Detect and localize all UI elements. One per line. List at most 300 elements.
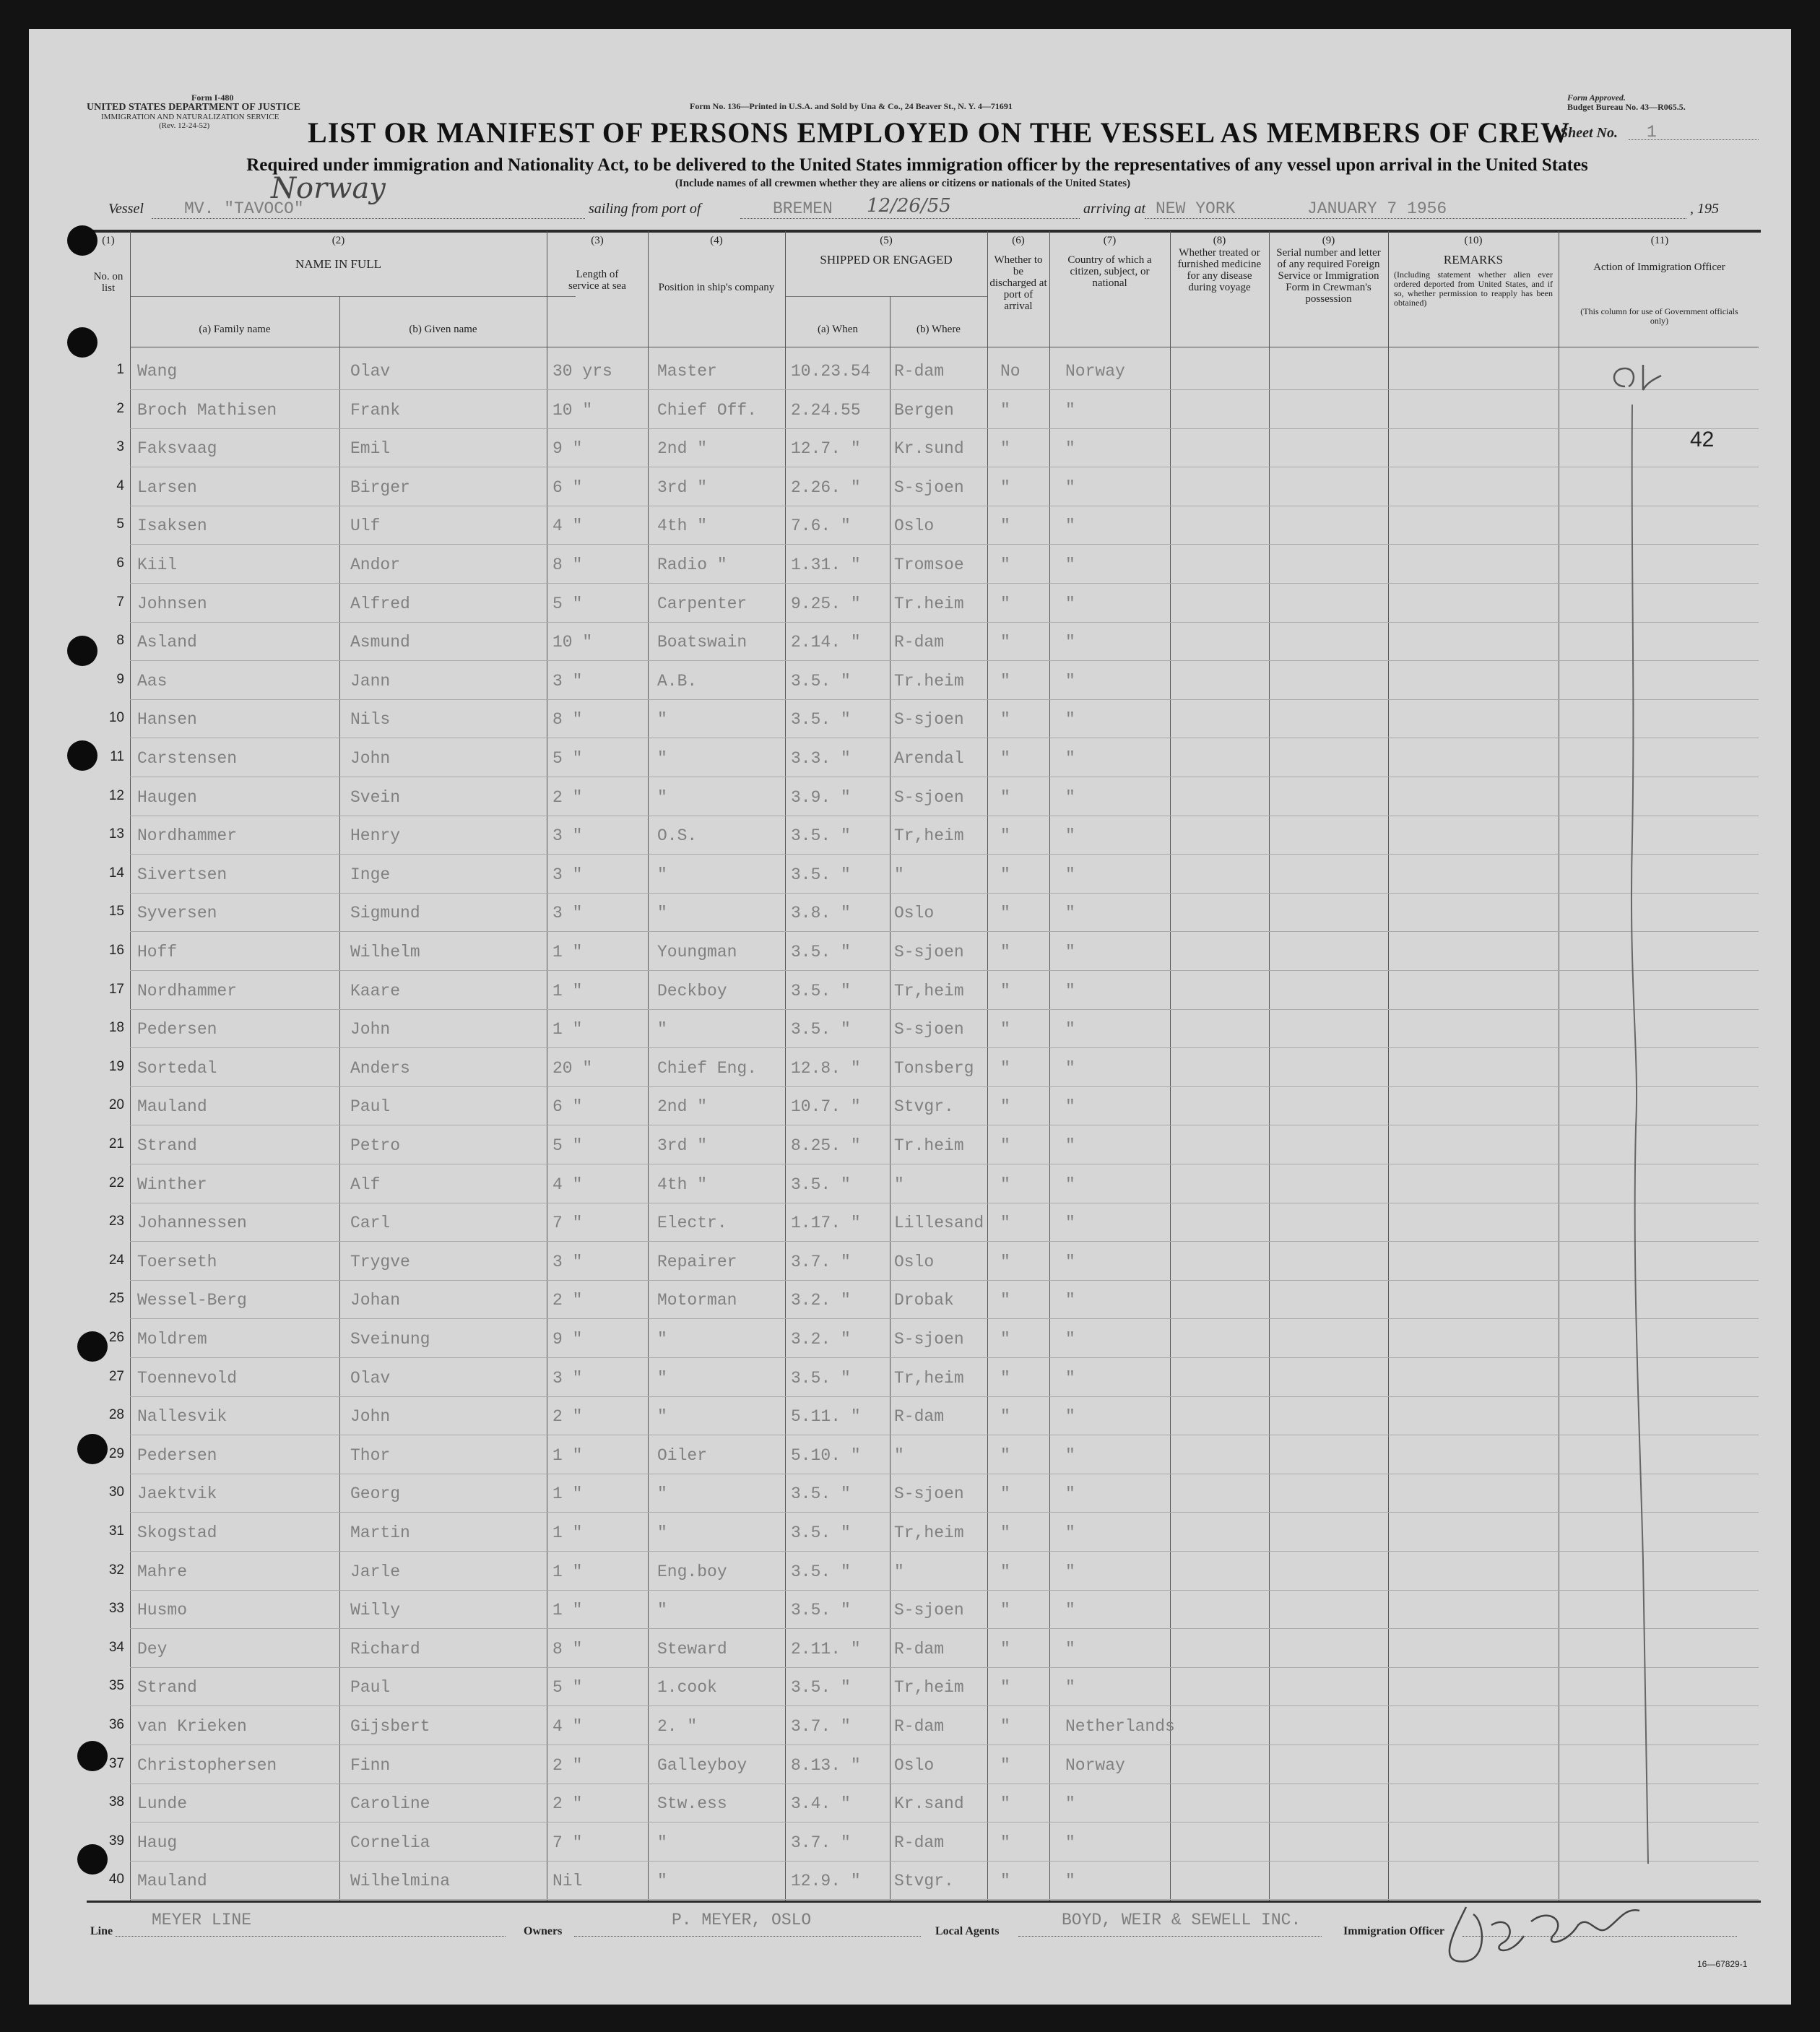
position-cell: Stw.ess: [657, 1794, 727, 1814]
discharge-cell: ": [1000, 594, 1010, 613]
row-number: 37: [108, 1755, 124, 1771]
row-number: 6: [116, 555, 124, 571]
family-name-cell: Carstensen: [137, 749, 238, 768]
length-of-service-cell: 1 ": [552, 1445, 583, 1465]
shipped-where-cell: Tr,heim: [894, 826, 964, 846]
family-name-cell: Jaektvik: [137, 1484, 217, 1504]
family-name-cell: Christophersen: [137, 1755, 277, 1775]
length-of-service-cell: 9 ": [552, 1330, 583, 1349]
shipped-where-cell: S-sjoen: [894, 710, 964, 730]
country-cell: ": [1065, 400, 1075, 420]
given-name-cell: Wilhelmina: [350, 1872, 451, 1891]
row-number: 16: [108, 943, 124, 958]
family-name-cell: Faksvaag: [137, 439, 217, 459]
position-cell: 1.cook: [657, 1678, 717, 1698]
table-row: [29, 1513, 1791, 1552]
discharge-cell: ": [1000, 1794, 1010, 1814]
family-name-cell: Nordhammer: [137, 826, 238, 846]
row-number: 26: [108, 1330, 124, 1345]
length-of-service-cell: 1 ": [552, 1562, 583, 1581]
table-row: [29, 1242, 1791, 1281]
length-of-service-cell: 1 ": [552, 981, 583, 1000]
officer-label: Immigration Officer: [1343, 1925, 1444, 1937]
shipped-when-cell: 3.5. ": [791, 865, 851, 884]
family-name-cell: Strand: [137, 1678, 197, 1698]
family-name-cell: van Krieken: [137, 1717, 247, 1736]
col-name-in-full: NAME IN FULL: [295, 257, 381, 271]
position-cell: ": [657, 749, 667, 768]
position-cell: ": [657, 787, 667, 807]
length-of-service-cell: 10 ": [552, 633, 593, 652]
family-name-cell: Asland: [137, 633, 197, 652]
binder-hole: [67, 636, 98, 666]
given-name-cell: Johan: [350, 1291, 401, 1310]
country-cell: ": [1065, 1330, 1075, 1349]
row-number: 40: [108, 1872, 124, 1888]
print-code: 16—67829-1: [1697, 1959, 1748, 1969]
row-number: 38: [108, 1794, 124, 1810]
given-name-cell: Trygve: [350, 1252, 410, 1271]
shipped-where-cell: S-sjoen: [894, 787, 964, 807]
length-of-service-cell: 5 ": [552, 594, 583, 613]
shipped-where-cell: Tonsberg: [894, 1058, 974, 1078]
discharge-cell: ": [1000, 1175, 1010, 1194]
agents-value: BOYD, WEIR & SEWELL INC.: [1062, 1911, 1301, 1929]
discharge-cell: ": [1000, 710, 1010, 730]
table-row: [29, 1164, 1791, 1203]
position-cell: Electr.: [657, 1214, 727, 1233]
position-cell: O.S.: [657, 826, 698, 846]
col-position: Position in ship's company: [658, 282, 775, 293]
given-name-cell: John: [350, 749, 391, 768]
shipped-when-cell: 5.10. ": [791, 1445, 861, 1465]
discharge-cell: ": [1000, 1678, 1010, 1698]
shipped-when-cell: 1.31. ": [791, 555, 861, 574]
position-cell: ": [657, 1833, 667, 1852]
family-name-cell: Pedersen: [137, 1020, 217, 1039]
country-cell: ": [1065, 1794, 1075, 1814]
length-of-service-cell: 3 ": [552, 671, 583, 691]
length-of-service-cell: 3 ": [552, 865, 583, 884]
position-cell: ": [657, 1484, 667, 1504]
shipped-where-cell: Tr,heim: [894, 1678, 964, 1698]
given-name-cell: Gijsbert: [350, 1717, 430, 1736]
col-remarks: REMARKS: [1443, 253, 1504, 267]
shipped-where-cell: Tr.heim: [894, 671, 964, 691]
shipped-when-cell: 1.17. ": [791, 1214, 861, 1233]
shipped-where-cell: Arendal: [894, 749, 964, 768]
country-cell: ": [1065, 943, 1075, 961]
family-name-cell: Mauland: [137, 1097, 207, 1117]
shipped-where-cell: S-sjoen: [894, 943, 964, 961]
family-name-cell: Sortedal: [137, 1058, 217, 1078]
row-number: 11: [110, 749, 124, 764]
given-name-cell: John: [350, 1020, 391, 1039]
discharge-cell: ": [1000, 1330, 1010, 1349]
shipped-when-cell: 2.26. ": [791, 477, 861, 497]
row-number: 3: [116, 439, 124, 455]
col-discharged: Whether to be discharged at port of arrival: [989, 254, 1047, 312]
table-row: [29, 699, 1791, 738]
given-name-cell: Jann: [350, 671, 391, 691]
country-cell: ": [1065, 1678, 1075, 1698]
shipped-when-cell: 3.5. ": [791, 1368, 851, 1388]
family-name-cell: Syversen: [137, 904, 217, 923]
sailing-date-handwritten: 12/26/55: [867, 195, 951, 217]
table-row: [29, 1125, 1791, 1164]
shipped-where-cell: ": [894, 865, 904, 884]
discharge-cell: ": [1000, 1601, 1010, 1620]
position-cell: Carpenter: [657, 594, 748, 613]
row-number: 14: [108, 865, 124, 881]
family-name-cell: Lunde: [137, 1794, 188, 1814]
length-of-service-cell: 6 ": [552, 1097, 583, 1117]
family-name-cell: Strand: [137, 1136, 197, 1155]
length-of-service-cell: 20 ": [552, 1058, 593, 1078]
table-row: [29, 1706, 1791, 1745]
shipped-where-cell: Lillesand: [894, 1214, 984, 1233]
col-treated: Whether treated or furnished medicine for any disease during voyage: [1177, 247, 1262, 293]
shipped-when-cell: 3.5. ": [791, 710, 851, 730]
binder-hole: [77, 1331, 108, 1362]
table-row: [29, 1629, 1791, 1668]
country-cell: ": [1065, 981, 1075, 1000]
shipped-when-cell: 3.5. ": [791, 1562, 851, 1581]
given-name-cell: Henry: [350, 826, 401, 846]
discharge-cell: ": [1000, 904, 1010, 923]
family-name-cell: Wessel-Berg: [137, 1291, 247, 1310]
officer-vertical-line: [1611, 405, 1668, 1871]
include-note: (Include names of all crewmen whether they are aliens or citizens or nationals of the United States): [675, 178, 1131, 189]
length-of-service-cell: 2 ": [552, 1291, 583, 1310]
shipped-when-cell: 3.7. ": [791, 1717, 851, 1736]
row-number: 29: [108, 1445, 124, 1461]
given-name-cell: Inge: [350, 865, 391, 884]
table-row: [29, 661, 1791, 700]
given-name-cell: Georg: [350, 1484, 401, 1504]
col-8-number: (8): [1213, 235, 1226, 246]
family-name-cell: Broch Mathisen: [137, 400, 277, 420]
officer-signature: [1423, 1893, 1661, 1972]
row-number: 35: [108, 1678, 124, 1694]
shipped-when-cell: 3.5. ": [791, 671, 851, 691]
shipped-where-cell: R-dam: [894, 1407, 945, 1427]
col-shipped-or-engaged: SHIPPED OR ENGAGED: [820, 253, 953, 267]
given-name-cell: Martin: [350, 1523, 410, 1542]
col-when: (a) When: [818, 324, 858, 335]
row-number: 31: [108, 1523, 124, 1539]
discharge-cell: ": [1000, 1097, 1010, 1117]
discharge-cell: ": [1000, 943, 1010, 961]
position-cell: Deckboy: [657, 981, 727, 1000]
shipped-when-cell: 3.5. ": [791, 1601, 851, 1620]
shipped-where-cell: Kr.sund: [894, 439, 964, 459]
position-cell: 3rd ": [657, 1136, 708, 1155]
length-of-service-cell: 5 ": [552, 749, 583, 768]
length-of-service-cell: 2 ": [552, 787, 583, 807]
position-cell: Motorman: [657, 1291, 737, 1310]
family-name-cell: Mauland: [137, 1872, 207, 1891]
family-name-cell: Nordhammer: [137, 981, 238, 1000]
vessel-name: MV. "TAVOCO": [184, 199, 304, 218]
shipped-when-cell: 3.9. ": [791, 787, 851, 807]
row-number: 18: [108, 1020, 124, 1036]
position-cell: 4th ": [657, 516, 708, 536]
shipped-where-cell: S-sjoen: [894, 1484, 964, 1504]
discharge-cell: ": [1000, 1252, 1010, 1271]
country-cell: ": [1065, 594, 1075, 613]
table-row: [29, 390, 1791, 429]
binder-hole: [67, 740, 98, 771]
position-cell: ": [657, 865, 667, 884]
given-name-cell: Olav: [350, 362, 391, 381]
discharge-cell: ": [1000, 1484, 1010, 1504]
table-row: [29, 855, 1791, 894]
given-name-cell: Petro: [350, 1136, 401, 1155]
country-cell: ": [1065, 787, 1075, 807]
shipped-where-cell: Tr.heim: [894, 594, 964, 613]
given-name-cell: Svein: [350, 787, 401, 807]
shipped-where-cell: ": [894, 1445, 904, 1465]
length-of-service-cell: 5 ": [552, 1678, 583, 1698]
discharge-cell: ": [1000, 1833, 1010, 1852]
shipped-where-cell: Drobak: [894, 1291, 954, 1310]
country-cell: ": [1065, 1639, 1075, 1659]
country-cell: ": [1065, 1407, 1075, 1427]
shipped-where-cell: Oslo: [894, 1755, 935, 1775]
position-cell: Chief Eng.: [657, 1058, 758, 1078]
shipped-where-cell: ": [894, 1562, 904, 1581]
country-cell: ": [1065, 710, 1075, 730]
position-cell: 2nd ": [657, 439, 708, 459]
col-officer-note: (This column for use of Government officials only): [1580, 306, 1738, 326]
shipped-where-cell: R-dam: [894, 1833, 945, 1852]
length-of-service-cell: 1 ": [552, 1020, 583, 1039]
length-of-service-cell: 30 yrs: [552, 362, 612, 381]
row-number: 34: [108, 1639, 124, 1655]
length-of-service-cell: 1 ": [552, 943, 583, 961]
discharge-cell: ": [1000, 1136, 1010, 1155]
length-of-service-cell: 1 ": [552, 1523, 583, 1542]
vessel-flag-handwritten: Norway: [271, 172, 386, 205]
position-cell: 4th ": [657, 1175, 708, 1194]
table-row: [29, 622, 1791, 661]
length-of-service-cell: 9 ": [552, 439, 583, 459]
given-name-cell: Thor: [350, 1445, 391, 1465]
given-name-cell: Olav: [350, 1368, 391, 1388]
table-row: [29, 1203, 1791, 1242]
shipped-when-cell: 3.7. ": [791, 1833, 851, 1852]
discharge-cell: ": [1000, 1058, 1010, 1078]
shipped-when-cell: 8.13. ": [791, 1755, 861, 1775]
shipped-where-cell: R-dam: [894, 362, 945, 381]
discharge-cell: No: [1000, 362, 1020, 381]
given-name-cell: Nils: [350, 710, 391, 730]
discharge-cell: ": [1000, 749, 1010, 768]
shipped-when-cell: 3.5. ": [791, 943, 851, 961]
shipped-where-cell: S-sjoen: [894, 1020, 964, 1039]
position-cell: 2nd ": [657, 1097, 708, 1117]
shipped-when-cell: 8.25. ": [791, 1136, 861, 1155]
position-cell: ": [657, 1523, 667, 1542]
shipped-where-cell: Tromsoe: [894, 555, 964, 574]
position-cell: ": [657, 904, 667, 923]
table-row: [29, 1319, 1791, 1358]
family-name-cell: Skogstad: [137, 1523, 217, 1542]
row-number: 27: [108, 1368, 124, 1384]
length-of-service-cell: 4 ": [552, 1717, 583, 1736]
given-name-cell: Kaare: [350, 981, 401, 1000]
given-name-cell: Caroline: [350, 1794, 430, 1814]
table-row: [29, 1784, 1791, 1823]
position-cell: ": [657, 1368, 667, 1388]
given-name-cell: Alfred: [350, 594, 410, 613]
given-name-cell: Frank: [350, 400, 401, 420]
family-name-cell: Nallesvik: [137, 1407, 228, 1427]
row-number: 22: [108, 1175, 124, 1190]
length-of-service-cell: 3 ": [552, 1368, 583, 1388]
given-name-cell: Sigmund: [350, 904, 420, 923]
country-cell: ": [1065, 1214, 1075, 1233]
given-name-cell: Paul: [350, 1097, 391, 1117]
row-number: 33: [108, 1601, 124, 1617]
position-cell: Master: [657, 362, 717, 381]
family-name-cell: Larsen: [137, 477, 197, 497]
length-of-service-cell: 10 ": [552, 400, 593, 420]
shipped-when-cell: 5.11. ": [791, 1407, 861, 1427]
row-number: 4: [116, 477, 124, 493]
shipped-when-cell: 12.7. ": [791, 439, 861, 459]
row-number: 12: [108, 787, 124, 803]
discharge-cell: ": [1000, 1562, 1010, 1581]
row-number: 2: [116, 400, 124, 416]
row-number: 32: [108, 1562, 124, 1578]
given-name-cell: Richard: [350, 1639, 420, 1659]
given-name-cell: Finn: [350, 1755, 391, 1775]
given-name-cell: Jarle: [350, 1562, 401, 1581]
arrival-port: NEW YORK: [1156, 199, 1236, 218]
table-row: [29, 1358, 1791, 1397]
given-name-cell: Andor: [350, 555, 401, 574]
country-cell: Norway: [1065, 362, 1125, 381]
row-number: 17: [108, 981, 124, 997]
shipped-when-cell: 3.4. ": [791, 1794, 851, 1814]
family-name-cell: Haugen: [137, 787, 197, 807]
shipped-where-cell: Stvgr.: [894, 1872, 954, 1891]
position-cell: 2. ": [657, 1717, 698, 1736]
col-family-name: (a) Family name: [199, 324, 271, 335]
shipped-when-cell: 2.24.55: [791, 400, 861, 420]
discharge-cell: ": [1000, 826, 1010, 846]
shipped-where-cell: Oslo: [894, 516, 935, 536]
row-number: 15: [108, 904, 124, 920]
family-name-cell: Pedersen: [137, 1445, 217, 1465]
col-where: (b) Where: [916, 324, 961, 335]
discharge-cell: ": [1000, 981, 1010, 1000]
shipped-when-cell: 2.14. ": [791, 633, 861, 652]
shipped-when-cell: 3.7. ": [791, 1252, 851, 1271]
country-cell: Norway: [1065, 1755, 1125, 1775]
discharge-cell: ": [1000, 787, 1010, 807]
family-name-cell: Winther: [137, 1175, 207, 1194]
shipped-when-cell: 12.9. ": [791, 1872, 861, 1891]
family-name-cell: Moldrem: [137, 1330, 207, 1349]
table-row: [29, 1396, 1791, 1435]
table-row: [29, 1745, 1791, 1784]
discharge-cell: ": [1000, 1407, 1010, 1427]
position-cell: Oiler: [657, 1445, 708, 1465]
row-number: 19: [108, 1058, 124, 1074]
country-cell: ": [1065, 1020, 1075, 1039]
length-of-service-cell: 8 ": [552, 710, 583, 730]
shipped-where-cell: Kr.sand: [894, 1794, 964, 1814]
col-length-of-service: Length of service at sea: [568, 269, 626, 292]
length-of-service-cell: 4 ": [552, 1175, 583, 1194]
shipped-where-cell: Tr,heim: [894, 1523, 964, 1542]
table-row: [29, 1474, 1791, 1513]
family-name-cell: Toerseth: [137, 1252, 217, 1271]
binder-hole: [67, 327, 98, 358]
col-6-number: (6): [1012, 235, 1025, 246]
given-name-cell: Asmund: [350, 633, 410, 652]
length-of-service-cell: 3 ": [552, 826, 583, 846]
country-cell: ": [1065, 633, 1075, 652]
shipped-where-cell: Bergen: [894, 400, 954, 420]
position-cell: ": [657, 710, 667, 730]
shipped-where-cell: Tr,heim: [894, 1368, 964, 1388]
year-label: , 195: [1690, 201, 1719, 217]
table-row: [29, 351, 1791, 390]
country-cell: ": [1065, 439, 1075, 459]
country-cell: ": [1065, 1445, 1075, 1465]
owners-value: P. MEYER, OSLO: [672, 1911, 812, 1929]
country-cell: ": [1065, 1175, 1075, 1194]
country-cell: ": [1065, 1833, 1075, 1852]
shipped-where-cell: Oslo: [894, 904, 935, 923]
shipped-where-cell: S-sjoen: [894, 477, 964, 497]
length-of-service-cell: 7 ": [552, 1214, 583, 1233]
col-officer-action: Action of Immigration Officer: [1593, 261, 1725, 273]
col-4-number: (4): [710, 235, 723, 246]
shipped-when-cell: 3.5. ": [791, 1020, 851, 1039]
given-name-cell: Carl: [350, 1214, 391, 1233]
discharge-cell: ": [1000, 865, 1010, 884]
margin-number: 42: [1690, 428, 1715, 451]
table-row: [29, 1823, 1791, 1862]
country-cell: ": [1065, 1136, 1075, 1155]
length-of-service-cell: 7 ": [552, 1833, 583, 1852]
table-row: [29, 971, 1791, 1010]
shipped-when-cell: 3.2. ": [791, 1291, 851, 1310]
length-of-service-cell: 8 ": [552, 1639, 583, 1659]
table-row: [29, 1552, 1791, 1591]
row-number: 39: [108, 1833, 124, 1849]
discharge-cell: ": [1000, 477, 1010, 497]
col-no-on-list: No. on list: [93, 271, 124, 294]
col-5-number: (5): [880, 235, 893, 246]
revision-date: (Rev. 12-24-52): [159, 121, 210, 130]
shipped-where-cell: Tr,heim: [894, 981, 964, 1000]
binder-hole: [77, 1434, 108, 1464]
row-number: 28: [108, 1407, 124, 1423]
table-row: [29, 1009, 1791, 1048]
col-9-number: (9): [1322, 235, 1335, 246]
given-name-cell: John: [350, 1407, 391, 1427]
sheet-label: Sheet No.: [1560, 125, 1618, 141]
row-number: 9: [116, 671, 124, 687]
table-row: [29, 506, 1791, 545]
length-of-service-cell: 8 ": [552, 555, 583, 574]
